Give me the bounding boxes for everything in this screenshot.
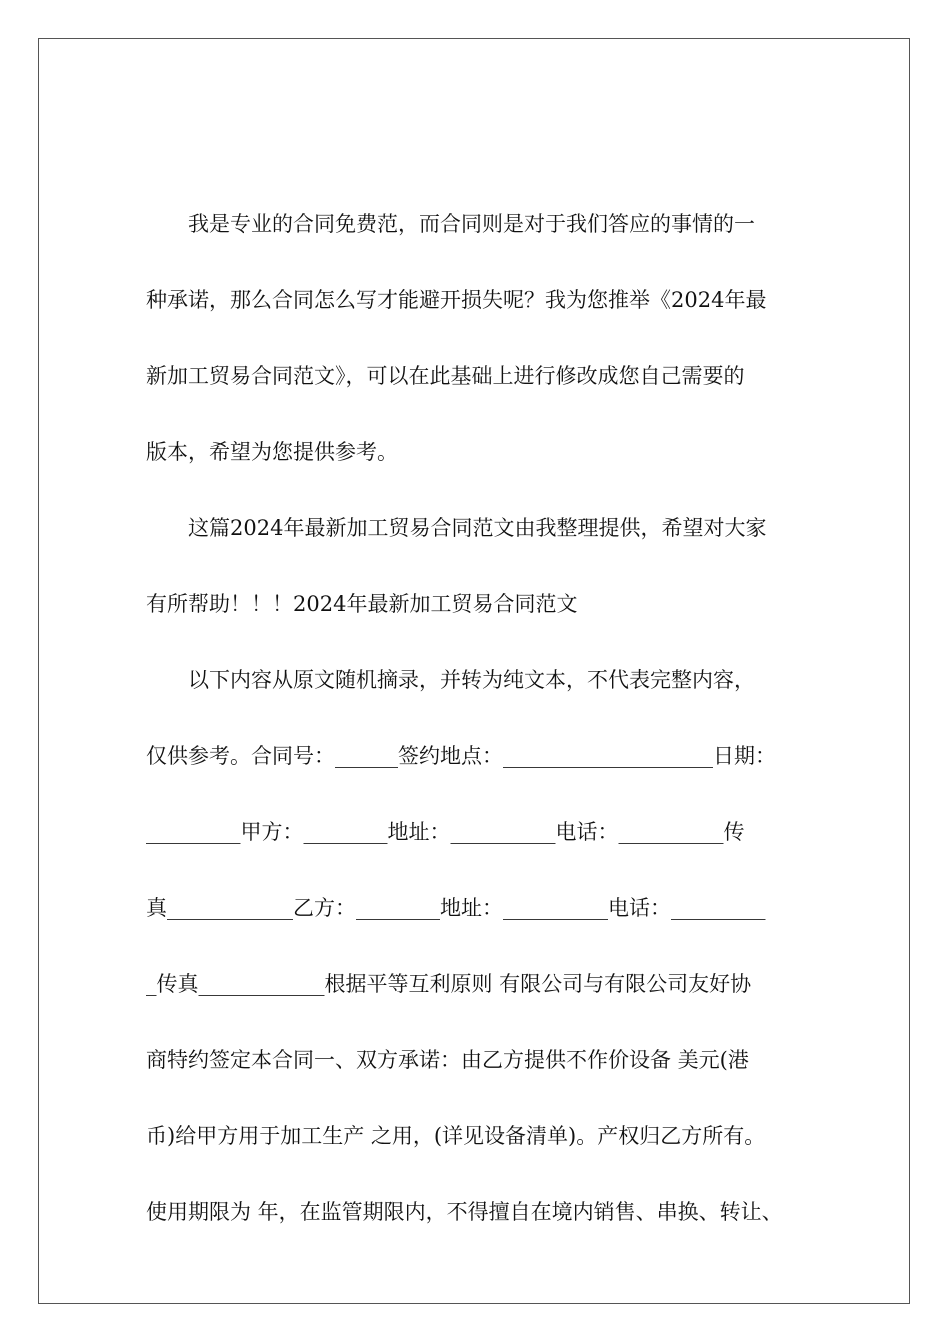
paragraph-1-line-3: 新加工贸易合同范文》，可以在此基础上进行修改成您自己需要的 — [146, 364, 745, 388]
paragraph-2-line-2: 有所帮助！！！2024年最新加工贸易合同范文 — [146, 592, 578, 616]
paragraph-1-line-1: 我是专业的合同免费范，而合同则是对于我们答应的事情的一 — [188, 212, 755, 236]
paragraph-3-line-3: _________甲方：________地址：__________电话：__________传 — [146, 820, 745, 844]
document-body — [146, 200, 826, 1264]
paragraph-1-line-2: 种承诺，那么合同怎么写才能避开损失呢？我为您推举《2024年最 — [146, 288, 767, 312]
paragraph-3-line-5: _传真____________根据平等互利原则 有限公司与有限公司友好协 — [146, 972, 752, 996]
paragraph-3-line-6: 商特约签定本合同一、双方承诺：由乙方提供不作价设备 美元(港 — [146, 1048, 749, 1072]
paragraph-3-line-7: 币)给甲方用于加工生产 之用，(详见设备清单)。产权归乙方所有。 — [146, 1124, 766, 1148]
paragraph-1-line-4: 版本，希望为您提供参考。 — [146, 440, 398, 464]
paragraph-3-line-4: 真____________乙方：________地址：__________电话：_________ — [146, 896, 766, 920]
paragraph-3-line-2: 仅供参考。合同号：______签约地点：____________________日期： — [146, 744, 776, 768]
paragraph-2-line-1: 这篇2024年最新加工贸易合同范文由我整理提供，希望对大家 — [188, 516, 767, 540]
paragraph-3-line-1: 以下内容从原文随机摘录，并转为纯文本，不代表完整内容， — [188, 668, 755, 692]
paragraph-3-line-8: 使用期限为 年，在监管期限内，不得擅自在境内销售、串换、转让、 — [146, 1200, 783, 1224]
